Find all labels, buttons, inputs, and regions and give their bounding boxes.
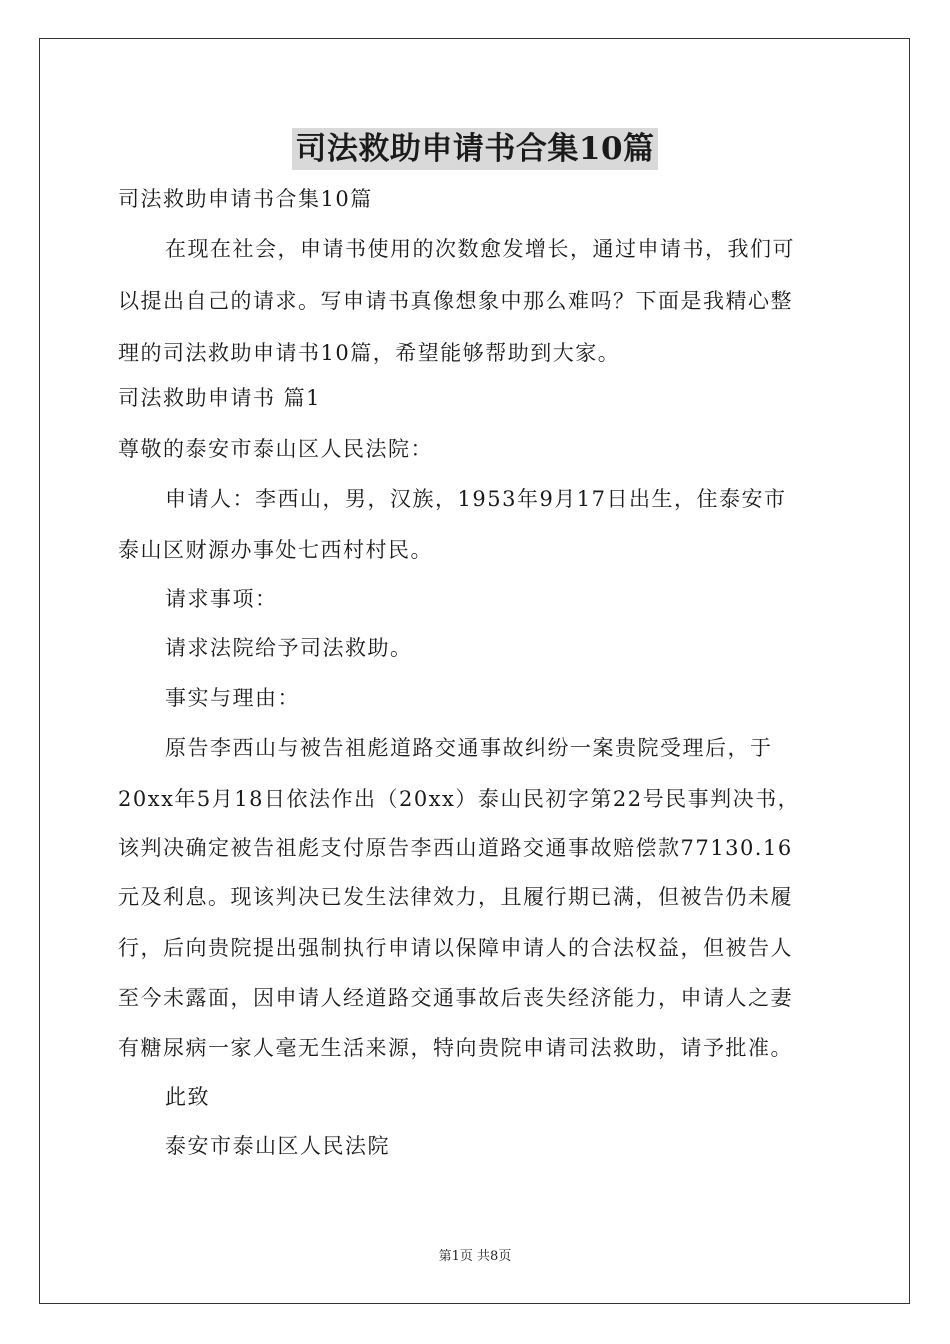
paragraph-line: 有糖尿病一家人毫无生活来源，特向贵院申请司法救助，请予批准。 <box>118 1036 793 1060</box>
paragraph-line: 请求事项： <box>165 587 278 611</box>
title-container <box>0 128 950 170</box>
paragraph-line: 事实与理由： <box>165 686 300 710</box>
paragraph-line: 以提出自己的请求。写申请书真像想象中那么难吗？下面是我精心整 <box>118 289 793 313</box>
paragraph-line: 泰山区财源办事处七西村村民。 <box>118 538 433 562</box>
document-title: 司法救助申请书合集10篇 <box>292 128 657 170</box>
closing-line: 此致 <box>165 1085 210 1109</box>
paragraph-line: 在现在社会，申请书使用的次数愈发增长，通过申请书，我们可 <box>165 237 795 261</box>
paragraph-line: 行，后向贵院提出强制执行申请以保障申请人的合法权益，但被告人 <box>118 936 793 960</box>
paragraph-line: 原告李西山与被告祖彪道路交通事故纠纷一案贵院受理后，于 <box>165 736 773 760</box>
salutation: 尊敬的泰安市泰山区人民法院： <box>118 437 433 461</box>
paragraph-line: 理的司法救助申请书10篇，希望能够帮助到大家。 <box>118 341 621 365</box>
paragraph-line: 元及利息。现该判决已发生法律效力，且履行期已满，但被告仍未履 <box>118 885 793 909</box>
section-heading: 司法救助申请书 篇1 <box>118 386 322 410</box>
page-number: 第1页 共8页 <box>438 1249 512 1264</box>
paragraph-line: 该判决确定被告祖彪支付原告李西山道路交通事故赔偿款77130.16 <box>118 836 793 860</box>
paragraph-line: 至今未露面，因申请人经道路交通事故后丧失经济能力，申请人之妻 <box>118 986 793 1010</box>
recipient-line: 泰安市泰山区人民法院 <box>165 1134 390 1158</box>
page-border <box>39 38 910 1304</box>
paragraph-line: 20xx年5月18日依法作出（20xx）泰山民初字第22号民事判决书， <box>118 787 801 811</box>
paragraph-line: 申请人：李西山，男，汉族，1953年9月17日出生，住泰安市 <box>165 487 787 511</box>
paragraph-line: 请求法院给予司法救助。 <box>165 636 413 660</box>
subtitle-line: 司法救助申请书合集10篇 <box>118 187 373 211</box>
